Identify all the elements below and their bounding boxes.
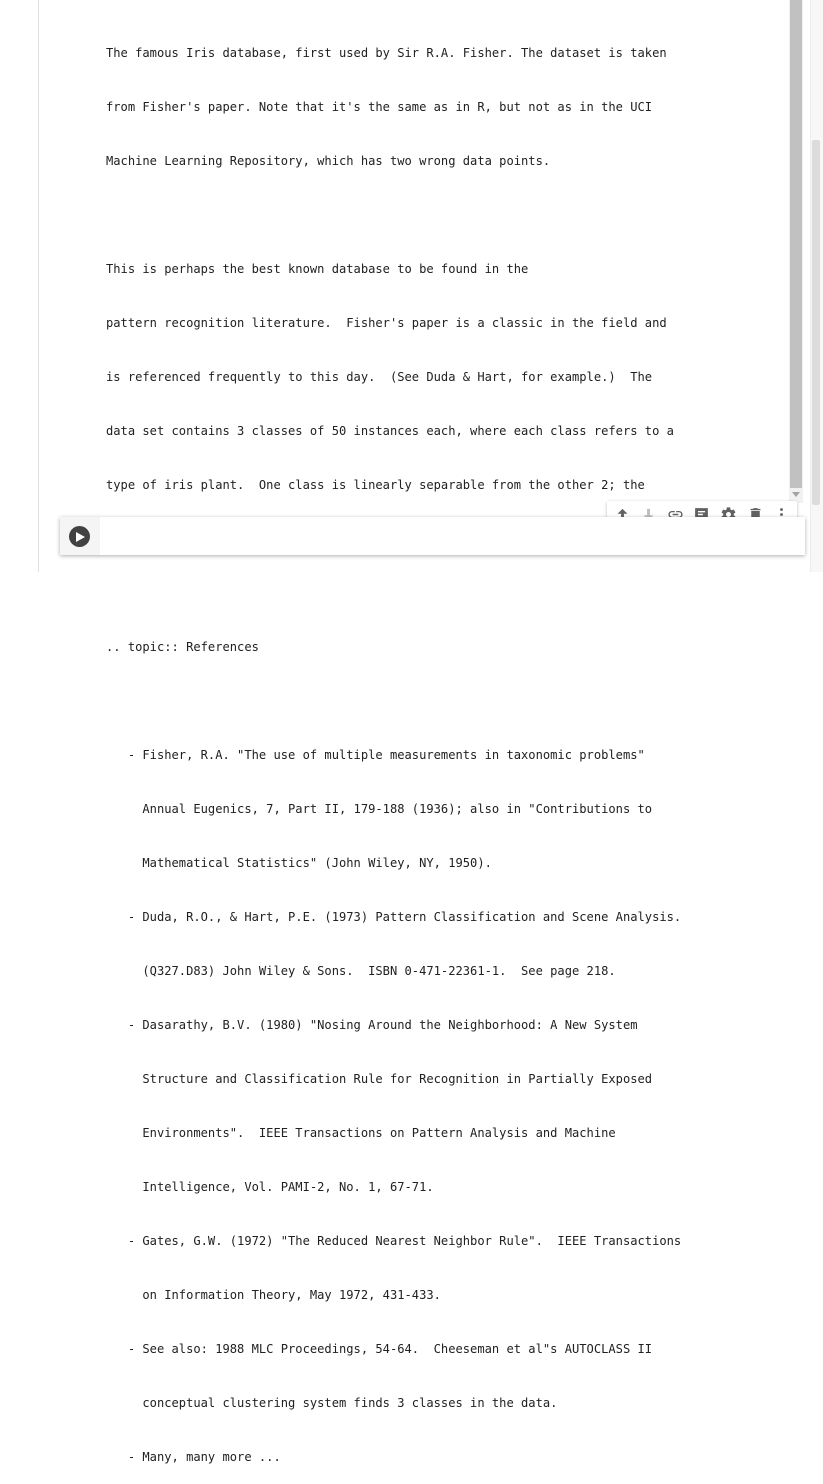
output-line: - See also: 1988 MLC Proceedings, 54-64. Cheeseman et al"s AUTOCLASS II [106,1342,653,1356]
output-line: conceptual clustering system finds 3 classes in the data. [106,1396,558,1410]
page-scrollbar-thumb[interactable] [812,140,820,505]
output-line: Annual Eugenics, 7, Part II, 179-188 (1936); also in "Contributions to [106,802,653,816]
output-line: - Fisher, R.A. "The use of multiple measurements in taxonomic problems" [106,748,645,762]
play-icon [76,532,85,542]
output-line: pattern recognition literature. Fisher's paper is a classic in the field and [106,316,667,330]
cell-output [106,8,796,1464]
code-cell[interactable] [60,517,805,555]
output-line: is referenced frequently to this day. (See Duda & Hart, for example.) The [106,370,653,384]
output-line: Environments". IEEE Transactions on Pattern Analysis and Machine [106,1126,616,1140]
run-cell-button[interactable] [69,526,90,547]
output-line: The famous Iris database, first used by Sir R.A. Fisher. The dataset is taken [106,46,667,60]
output-line: type of iris plant. One class is linearly separable from the other 2; the [106,478,645,492]
output-line: on Information Theory, May 1972, 431-433. [106,1288,441,1302]
output-line: - Gates, G.W. (1972) "The Reduced Nearest Neighbor Rule". IEEE Transactions [106,1234,682,1248]
code-editor[interactable] [100,517,805,555]
output-line [106,584,796,602]
output-line: .. topic:: References [106,640,259,654]
output-line: Intelligence, Vol. PAMI-2, No. 1, 67-71. [106,1180,434,1194]
output-line: Structure and Classification Rule for Recognition in Partially Exposed [106,1072,653,1086]
output-line: data set contains 3 classes of 50 instances each, where each class refers to a [106,424,674,438]
output-line: - Many, many more ... [106,1450,281,1464]
output-line: This is perhaps the best known database to be found in the [106,262,529,276]
output-line: (Q327.D83) John Wiley & Sons. ISBN 0-471-22361-1. See page 218. [106,964,616,978]
output-line: Mathematical Statistics" (John Wiley, NY, 1950). [106,856,492,870]
output-line: from Fisher's paper. Note that it's the same as in R, but not as in the UCI [106,100,653,114]
output-line [106,206,796,224]
cell-gutter-line [38,0,39,572]
output-line [106,692,796,710]
output-line: Machine Learning Repository, which has two wrong data points. [106,154,551,168]
output-line: - Dasarathy, B.V. (1980) "Nosing Around the Neighborhood: A New System [106,1018,638,1032]
output-line: - Duda, R.O., & Hart, P.E. (1973) Pattern Classification and Scene Analysis. [106,910,682,924]
scroll-down-icon[interactable] [792,492,800,497]
output-scrollbar-thumb[interactable] [790,0,802,488]
